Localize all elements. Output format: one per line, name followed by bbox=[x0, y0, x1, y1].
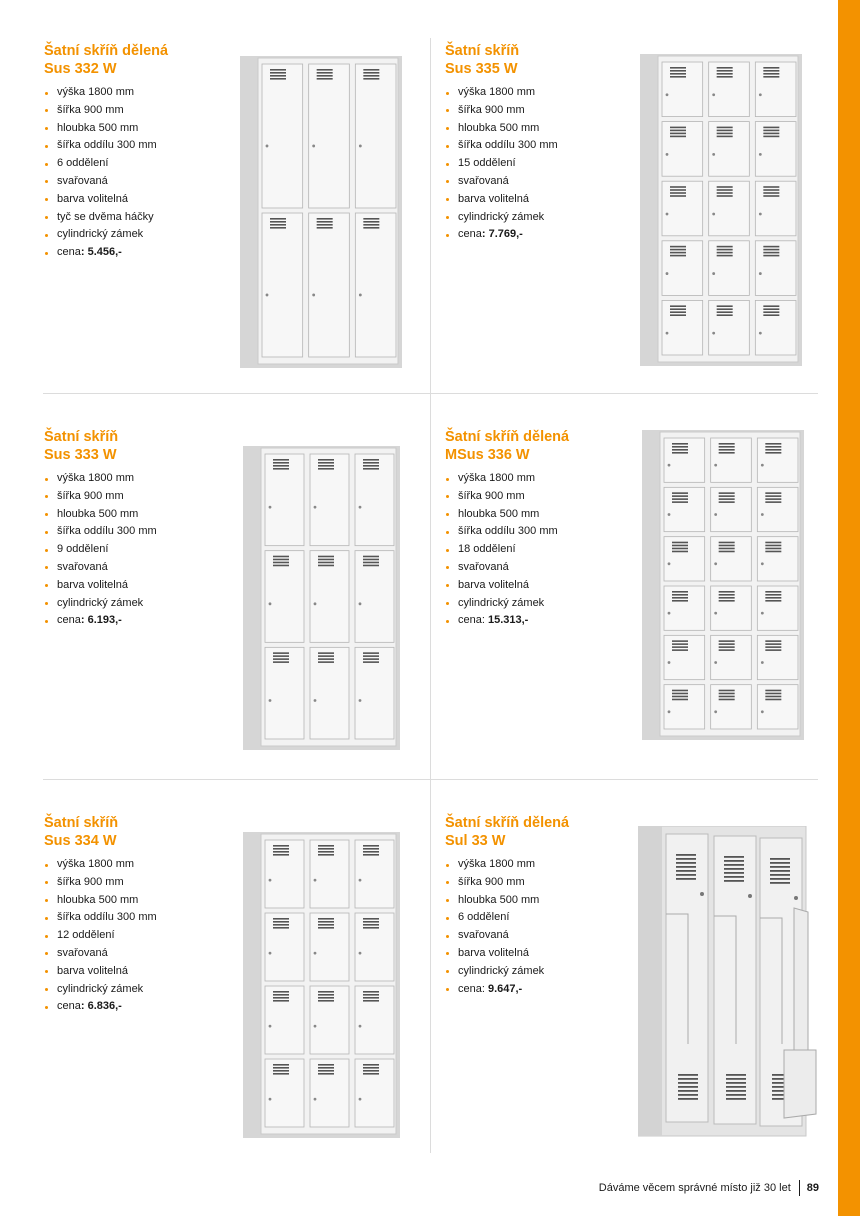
row-divider bbox=[43, 779, 818, 780]
row-divider bbox=[43, 393, 818, 394]
spec-item: šířka oddílu 300 mm bbox=[44, 909, 244, 927]
spec-list bbox=[44, 856, 244, 1016]
spec-item: cylindrický zámek bbox=[44, 981, 244, 999]
spec-item: hloubka 500 mm bbox=[445, 506, 645, 524]
spec-item: výška 1800 mm bbox=[44, 470, 244, 488]
spec-item: 15 oddělení bbox=[445, 155, 645, 173]
product-sus-333-w bbox=[44, 428, 244, 630]
price-item: cena: 5.456,- bbox=[44, 244, 244, 262]
spec-item: cylindrický zámek bbox=[44, 226, 244, 244]
spec-item: šířka 900 mm bbox=[445, 874, 645, 892]
product-title: Šatní skříň Sus 334 W bbox=[44, 815, 119, 849]
spec-item: hloubka 500 mm bbox=[44, 892, 244, 910]
spec-item: barva volitelná bbox=[44, 577, 244, 595]
spec-item: šířka 900 mm bbox=[44, 102, 244, 120]
spec-item: 12 oddělení bbox=[44, 927, 244, 945]
spec-item: šířka oddílu 300 mm bbox=[44, 137, 244, 155]
spec-item: 9 oddělení bbox=[44, 541, 244, 559]
spec-item: barva volitelná bbox=[44, 963, 244, 981]
locker-image-sus-332 bbox=[240, 56, 410, 368]
spec-list bbox=[445, 84, 645, 244]
spec-item: cylindrický zámek bbox=[445, 595, 645, 613]
spec-item: barva volitelná bbox=[445, 945, 645, 963]
locker-image-sus-333 bbox=[243, 446, 408, 750]
spec-item: hloubka 500 mm bbox=[44, 506, 244, 524]
product-sul-33-w bbox=[445, 814, 645, 998]
spec-item: barva volitelná bbox=[445, 577, 645, 595]
footer-slogan: Dáváme věcem správné místo již 30 let bbox=[598, 1182, 791, 1194]
price-value: : 5.456,- bbox=[80, 246, 122, 259]
product-sus-334-w bbox=[44, 814, 244, 1016]
spec-item: cylindrický zámek bbox=[44, 595, 244, 613]
spec-list bbox=[44, 470, 244, 630]
spec-item: svařovaná bbox=[445, 927, 645, 945]
spec-item: výška 1800 mm bbox=[445, 856, 645, 874]
price-value: 9.647,- bbox=[484, 982, 523, 995]
spec-item: svařovaná bbox=[445, 173, 645, 191]
spec-item: výška 1800 mm bbox=[445, 470, 645, 488]
spec-item: cylindrický zámek bbox=[445, 963, 645, 981]
spec-item: šířka 900 mm bbox=[445, 488, 645, 506]
spec-item: šířka oddílu 300 mm bbox=[445, 137, 645, 155]
product-title: Šatní skříň Sus 333 W bbox=[44, 429, 119, 463]
orange-side-bar bbox=[838, 0, 860, 1216]
spec-item: hloubka 500 mm bbox=[445, 892, 645, 910]
product-title: Šatní skříň dělená Sul 33 W bbox=[445, 815, 570, 849]
spec-item: výška 1800 mm bbox=[445, 84, 645, 102]
page-footer bbox=[599, 1180, 819, 1196]
product-sus-332-w bbox=[44, 42, 244, 262]
spec-item: 6 oddělení bbox=[445, 909, 645, 927]
price-item: cena: 9.647,- bbox=[445, 981, 645, 999]
product-msus-336-w bbox=[445, 428, 645, 630]
footer-separator bbox=[799, 1180, 800, 1196]
price-item: cena: 7.769,- bbox=[445, 226, 645, 244]
spec-item: svařovaná bbox=[44, 945, 244, 963]
locker-image-sul-33 bbox=[638, 826, 820, 1144]
product-title: Šatní skříň dělená MSus 336 W bbox=[445, 429, 570, 463]
spec-item: barva volitelná bbox=[44, 191, 244, 209]
price-value: : 6.836,- bbox=[80, 1000, 122, 1013]
locker-image-msus-336 bbox=[642, 430, 812, 740]
spec-list bbox=[445, 470, 645, 630]
spec-item: výška 1800 mm bbox=[44, 84, 244, 102]
locker-image-sus-335 bbox=[640, 54, 810, 366]
spec-list bbox=[445, 856, 645, 998]
spec-item: svařovaná bbox=[44, 559, 244, 577]
spec-item: hloubka 500 mm bbox=[445, 120, 645, 138]
price-item: cena: 6.193,- bbox=[44, 612, 244, 630]
spec-item: šířka 900 mm bbox=[44, 488, 244, 506]
price-item: cena: 6.836,- bbox=[44, 998, 244, 1016]
spec-item: tyč se dvěma háčky bbox=[44, 209, 244, 227]
price-value: : 7.769,- bbox=[481, 228, 523, 241]
product-sus-335-w bbox=[445, 42, 645, 244]
spec-item: šířka oddílu 300 mm bbox=[44, 523, 244, 541]
spec-list bbox=[44, 84, 244, 262]
spec-item: šířka 900 mm bbox=[44, 874, 244, 892]
price-value: 15.313,- bbox=[484, 614, 529, 627]
spec-item: 6 oddělení bbox=[44, 155, 244, 173]
spec-item: šířka 900 mm bbox=[445, 102, 645, 120]
product-title: Šatní skříň dělená Sus 332 W bbox=[44, 43, 169, 77]
spec-item: výška 1800 mm bbox=[44, 856, 244, 874]
price-value: : 6.193,- bbox=[80, 614, 122, 627]
spec-item: barva volitelná bbox=[445, 191, 645, 209]
spec-item: svařovaná bbox=[44, 173, 244, 191]
spec-item: šířka oddílu 300 mm bbox=[445, 523, 645, 541]
page-number: 89 bbox=[806, 1182, 819, 1194]
spec-item: 18 oddělení bbox=[445, 541, 645, 559]
spec-item: hloubka 500 mm bbox=[44, 120, 244, 138]
price-item: cena: 15.313,- bbox=[445, 612, 645, 630]
spec-item: cylindrický zámek bbox=[445, 209, 645, 227]
column-divider bbox=[430, 38, 431, 1153]
spec-item: svařovaná bbox=[445, 559, 645, 577]
locker-image-sus-334 bbox=[243, 832, 408, 1138]
product-title: Šatní skříň Sus 335 W bbox=[445, 43, 520, 77]
